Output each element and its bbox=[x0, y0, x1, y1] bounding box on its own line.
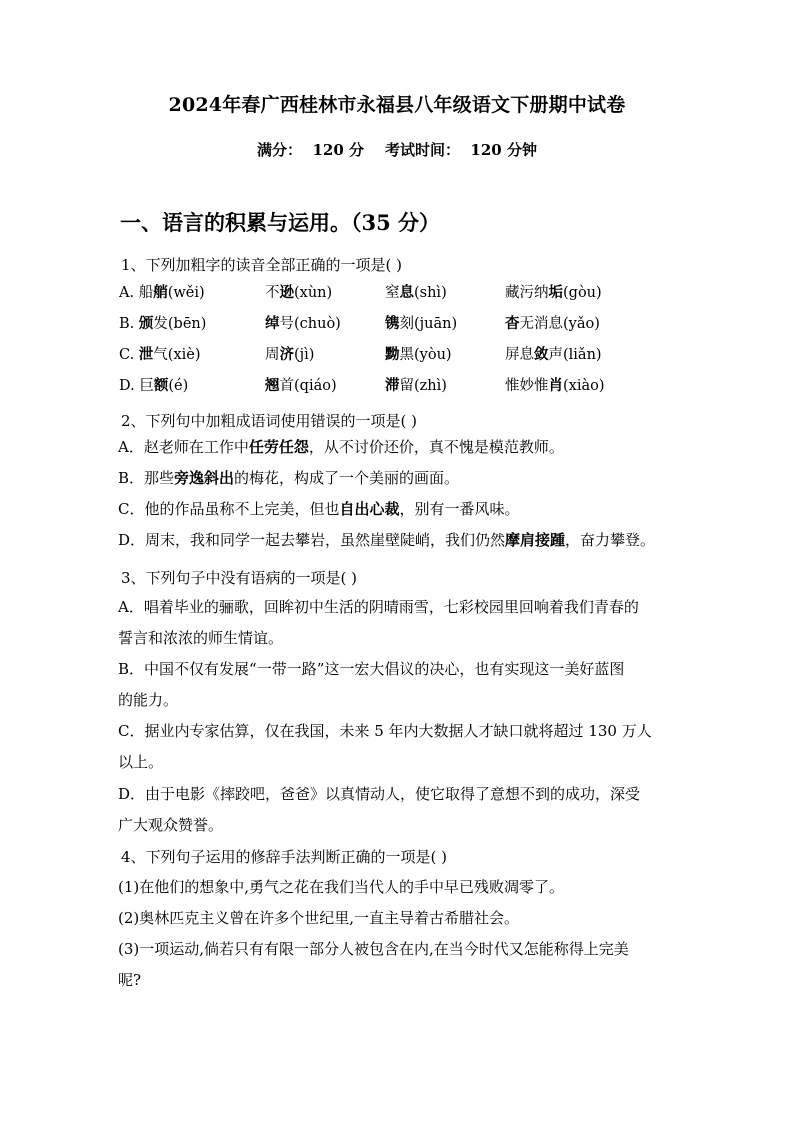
question-2-option-a bbox=[118, 436, 564, 457]
option-pinyin: 留(zhì) bbox=[399, 378, 447, 394]
option-item bbox=[505, 374, 605, 395]
question-2-option-d bbox=[118, 529, 655, 550]
option-text: 的梅花，构成了一个美丽的画面。 bbox=[234, 469, 460, 487]
question-4-line: (1)在他们的想象中,勇气之花在我们当代人的手中早已残败凋零了。 bbox=[118, 878, 565, 896]
option-text: ，别有一番风味。 bbox=[399, 500, 520, 518]
question-3-stem: 3、下列句子中没有语病的一项是( ) bbox=[121, 569, 358, 587]
option-bold-char: 肖 bbox=[548, 377, 563, 394]
option-item bbox=[265, 374, 337, 395]
option-text: D．周末，我和同学一起去攀岩，虽然崖壁陡峭，我们仍然 bbox=[118, 531, 506, 549]
option-text: ，从不讨价还价，真不愧是模范教师。 bbox=[308, 438, 564, 456]
option-pinyin: 声(liǎn) bbox=[548, 347, 602, 363]
question-2-stem: 2、下列句中加粗成语词使用错误的一项是( ) bbox=[121, 412, 418, 430]
option-bold-char: 垢 bbox=[548, 284, 563, 301]
option-letter: B. bbox=[119, 316, 135, 332]
option-pinyin: (jì) bbox=[294, 347, 315, 363]
option-text: B．那些 bbox=[118, 469, 175, 487]
exam-meta bbox=[0, 139, 794, 160]
question-2-option-b bbox=[118, 467, 459, 488]
option-item bbox=[385, 374, 447, 395]
option-pinyin: (wěi) bbox=[167, 285, 205, 301]
option-text: A．赵老师在工作中 bbox=[118, 438, 249, 456]
option-pinyin: 气(xiè) bbox=[153, 347, 201, 363]
option-pinyin: 无消息(yǎo) bbox=[519, 316, 600, 332]
question-3-line: 的能力。 bbox=[118, 691, 179, 709]
option-bold-char: 济 bbox=[279, 346, 294, 363]
option-item bbox=[119, 281, 205, 302]
option-bold-char: 敛 bbox=[534, 346, 549, 363]
section-1-heading: 一、语言的积累与运用。（35 分） bbox=[120, 210, 441, 235]
question-3-line: D．由于电影《摔跤吧，爸爸》以真情动人，使它取得了意想不到的成功，深受 bbox=[118, 785, 641, 803]
option-pinyin: 号(chuò) bbox=[279, 316, 341, 332]
option-text: 周 bbox=[265, 347, 280, 363]
option-bold-char: 黝 bbox=[385, 346, 400, 363]
option-pinyin: 首(qiáo) bbox=[279, 378, 337, 394]
option-bold-char: 颁 bbox=[138, 315, 154, 332]
option-pinyin: 发(bēn) bbox=[153, 316, 207, 332]
question-1-stem: 1、下列加粗字的读音全部正确的一项是( ) bbox=[121, 256, 403, 274]
option-bold-idiom: 摩肩接踵 bbox=[505, 531, 566, 549]
question-2-option-c bbox=[118, 498, 520, 519]
option-letter: A. bbox=[119, 285, 135, 301]
option-item bbox=[265, 343, 314, 364]
time-label: 考试时间： bbox=[384, 141, 460, 159]
score-value: 120 分 bbox=[312, 141, 365, 159]
option-pinyin: (é) bbox=[168, 378, 189, 394]
question-4-stem: 4、下列句子运用的修辞手法判断正确的一项是( ) bbox=[121, 848, 448, 866]
option-item bbox=[385, 281, 447, 302]
option-item bbox=[119, 374, 188, 395]
option-text: 巨 bbox=[139, 378, 154, 394]
option-item bbox=[119, 312, 206, 333]
option-bold-idiom: 任劳任怨 bbox=[248, 438, 309, 456]
exam-title: 2024年春广西桂林市永福县八年级语文下册期中试卷 bbox=[168, 94, 626, 116]
option-bold-char: 滞 bbox=[385, 377, 400, 394]
question-3-line: 广大观众赞誉。 bbox=[118, 816, 224, 834]
option-pinyin: (xiào) bbox=[563, 378, 605, 394]
option-text: 船 bbox=[138, 285, 154, 301]
option-pinyin: (xùn) bbox=[294, 285, 333, 301]
option-text: 窒 bbox=[385, 285, 400, 301]
option-text: 藏污纳 bbox=[505, 285, 549, 301]
option-pinyin: 黑(yòu) bbox=[399, 347, 452, 363]
question-3-line: C．据业内专家估算，仅在我国，未来 5 年内大数据人才缺口就将超过 130 万人 bbox=[118, 722, 652, 740]
option-bold-char: 逊 bbox=[279, 284, 294, 301]
score-label: 满分： bbox=[257, 141, 303, 159]
option-bold-char: 翘 bbox=[265, 377, 280, 394]
option-bold-idiom: 自出心裁 bbox=[339, 500, 400, 518]
option-item bbox=[265, 281, 332, 302]
option-bold-char: 绰 bbox=[265, 315, 280, 332]
option-bold-char: 泄 bbox=[138, 346, 154, 363]
option-text: 屏息 bbox=[505, 347, 534, 363]
option-bold-char: 息 bbox=[399, 284, 414, 301]
question-4-line: 呢? bbox=[118, 971, 142, 989]
option-text: ，奋力攀登。 bbox=[565, 531, 656, 549]
option-bold-char: 杳 bbox=[505, 315, 520, 332]
time-value: 120 分钟 bbox=[470, 141, 537, 159]
option-item bbox=[119, 343, 201, 364]
option-letter: D. bbox=[119, 378, 135, 394]
option-text: C．他的作品虽称不上完美，但也 bbox=[118, 500, 340, 518]
option-item bbox=[505, 343, 602, 364]
option-item bbox=[505, 312, 600, 333]
question-3-line: B．中国不仅有发展“一带一路”这一宏大倡议的决心，也有实现这一美好蓝图 bbox=[118, 660, 625, 678]
option-bold-char: 镌 bbox=[385, 315, 400, 332]
question-4-line: (2)奥林匹克主义曾在许多个世纪里,一直主导着古希腊社会。 bbox=[118, 909, 520, 927]
option-pinyin: (gòu) bbox=[563, 285, 602, 301]
question-3-line: 以上。 bbox=[118, 753, 164, 771]
option-item bbox=[505, 281, 602, 302]
question-3-line: 誓言和浓浓的师生情谊。 bbox=[118, 629, 284, 647]
question-3-line: A．唱着毕业的骊歌，回眸初中生活的阴晴雨雪，七彩校园里回响着我们青春的 bbox=[118, 598, 639, 616]
option-item bbox=[385, 343, 452, 364]
option-text: 惟妙惟 bbox=[505, 378, 549, 394]
option-bold-char: 额 bbox=[153, 377, 169, 394]
option-text: 不 bbox=[265, 285, 280, 301]
option-bold-char: 艄 bbox=[153, 284, 168, 301]
option-letter: C. bbox=[119, 347, 135, 363]
option-pinyin: (shì) bbox=[414, 285, 447, 301]
option-item bbox=[385, 312, 457, 333]
question-4-line: (3)一项运动,倘若只有有限一部分人被包含在内,在当今时代又怎能称得上完美 bbox=[118, 940, 629, 958]
option-pinyin: 刻(juān) bbox=[399, 316, 458, 332]
option-item bbox=[265, 312, 341, 333]
option-bold-idiom: 旁逸斜出 bbox=[174, 469, 235, 487]
